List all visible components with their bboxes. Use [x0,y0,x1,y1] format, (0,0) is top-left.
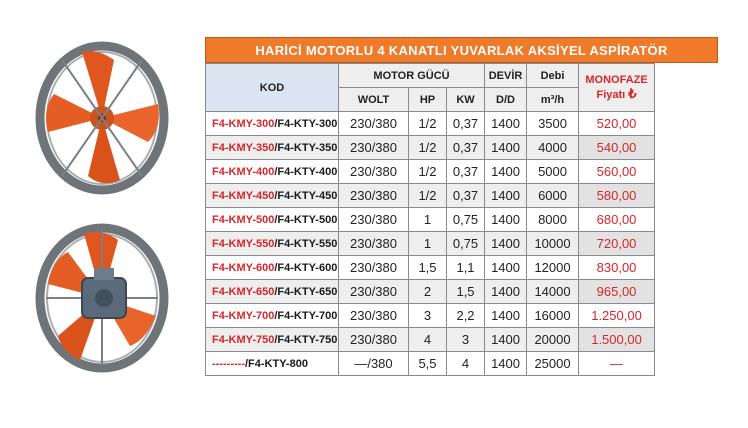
axial-fan-front-image [22,30,192,200]
code-kty: /F4-KTY-300 [274,117,338,130]
cell-kw: 1,1 [447,256,485,280]
cell-hp: 1/2 [409,112,447,136]
code-kmy: --------- [212,357,245,370]
cell-price: 680,00 [579,208,655,232]
cell-code [206,280,339,304]
cell-wolt: 230/380 [339,280,409,304]
lira-icon: ₺ [628,85,637,101]
cell-hp: 2 [409,280,447,304]
cell-code [206,184,339,208]
cell-hp: 5,5 [409,352,447,376]
cell-flow: 6000 [527,184,579,208]
cell-hp: 3 [409,304,447,328]
cell-rpm: 1400 [485,136,527,160]
header-kw: KW [447,88,485,112]
table-row [206,256,655,280]
cell-kw: 3 [447,328,485,352]
cell-code [206,112,339,136]
cell-rpm: 1400 [485,328,527,352]
code-kmy: F4-KMY-300 [212,117,275,130]
cell-rpm: 1400 [485,256,527,280]
code-kmy: F4-KMY-450 [212,189,275,202]
cell-price: 720,00 [579,232,655,256]
cell-price: 580,00 [579,184,655,208]
cell-kw: 4 [447,352,485,376]
cell-flow: 4000 [527,136,579,160]
cell-rpm: 1400 [485,232,527,256]
cell-code [206,352,339,376]
cell-wolt: 230/380 [339,328,409,352]
code-kmy: F4-KMY-700 [212,309,275,322]
header-monofaze-label: MONOFAZE [585,73,648,86]
cell-code [206,328,339,352]
cell-flow: 14000 [527,280,579,304]
cell-flow: 20000 [527,328,579,352]
header-dd: D/D [485,88,527,112]
cell-rpm: 1400 [485,352,527,376]
cell-rpm: 1400 [485,184,527,208]
header-motor-gucu: MOTOR GÜCÜ [339,64,485,88]
cell-code [206,208,339,232]
code-kty: /F4-KTY-550 [274,237,338,250]
code-kty: /F4-KTY-600 [274,261,338,274]
cell-kw: 0,75 [447,232,485,256]
cell-rpm: 1400 [485,112,527,136]
code-kty: /F4-KTY-450 [274,189,338,202]
header-monofaze [579,64,655,112]
cell-price: 1.500,00 [579,328,655,352]
code-kty: /F4-KTY-350 [274,141,338,154]
cell-kw: 1,5 [447,280,485,304]
cell-price: 540,00 [579,136,655,160]
cell-wolt: 230/380 [339,232,409,256]
cell-flow: 16000 [527,304,579,328]
cell-wolt: 230/380 [339,208,409,232]
cell-code [206,232,339,256]
cell-price: 830,00 [579,256,655,280]
cell-wolt: 230/380 [339,184,409,208]
code-kty: /F4-KTY-500 [274,213,338,226]
code-kty: /F4-KTY-650 [274,285,338,298]
code-kty: /F4-KTY-700 [274,309,338,322]
cell-wolt: 230/380 [339,112,409,136]
header-devir: DEVİR [485,64,527,88]
cell-hp: 1/2 [409,184,447,208]
code-kmy: F4-KMY-600 [212,261,275,274]
table-row [206,184,655,208]
table-title: HARİCİ MOTORLU 4 KANATLI YUVARLAK AKSİYEL ASPİRATÖR [205,37,718,63]
code-kty: /F4-KTY-800 [244,357,308,370]
cell-flow: 12000 [527,256,579,280]
cell-wolt: 230/380 [339,256,409,280]
header-m3h: m³/h [527,88,579,112]
code-kty: /F4-KTY-750 [274,333,338,346]
cell-price: 1.250,00 [579,304,655,328]
cell-flow: 5000 [527,160,579,184]
cell-kw: 0,37 [447,112,485,136]
cell-kw: 0,37 [447,136,485,160]
cell-flow: 25000 [527,352,579,376]
code-kmy: F4-KMY-750 [212,333,275,346]
cell-price: 560,00 [579,160,655,184]
cell-wolt: 230/380 [339,304,409,328]
cell-flow: 8000 [527,208,579,232]
header-hp: HP [409,88,447,112]
table-row [206,280,655,304]
header-kod: KOD [206,64,339,112]
cell-hp: 1 [409,208,447,232]
code-kmy: F4-KMY-550 [212,237,275,250]
cell-price: 965,00 [579,280,655,304]
cell-rpm: 1400 [485,208,527,232]
cell-price: — [579,352,655,376]
table-body [206,112,655,376]
table-row [206,232,655,256]
table-row [206,328,655,352]
cell-code [206,256,339,280]
table-row [206,304,655,328]
cell-kw: 0,37 [447,184,485,208]
table-row [206,208,655,232]
header-fiyati-label: Fiyatı [596,88,626,101]
cell-flow: 10000 [527,232,579,256]
code-kmy: F4-KMY-500 [212,213,275,226]
cell-flow: 3500 [527,112,579,136]
header-wolt: WOLT [339,88,409,112]
cell-code [206,160,339,184]
cell-wolt: 230/380 [339,136,409,160]
cell-price: 520,00 [579,112,655,136]
code-kty: /F4-KTY-400 [274,165,338,178]
cell-kw: 0,37 [447,160,485,184]
cell-kw: 2,2 [447,304,485,328]
cell-code [206,304,339,328]
header-fiyati [579,86,654,102]
cell-code [206,136,339,160]
cell-kw: 0,75 [447,208,485,232]
cell-hp: 1 [409,232,447,256]
cell-wolt: —/380 [339,352,409,376]
table-row [206,136,655,160]
axial-fan-motor-image [22,212,192,382]
cell-hp: 4 [409,328,447,352]
cell-rpm: 1400 [485,280,527,304]
price-table [205,63,655,376]
cell-rpm: 1400 [485,160,527,184]
cell-hp: 1/2 [409,136,447,160]
header-debi: Debi [527,64,579,88]
table-row [206,112,655,136]
cell-hp: 1,5 [409,256,447,280]
cell-wolt: 230/380 [339,160,409,184]
code-kmy: F4-KMY-350 [212,141,275,154]
table-row [206,352,655,376]
table-row [206,160,655,184]
code-kmy: F4-KMY-650 [212,285,275,298]
code-kmy: F4-KMY-400 [212,165,275,178]
cell-rpm: 1400 [485,304,527,328]
cell-hp: 1/2 [409,160,447,184]
